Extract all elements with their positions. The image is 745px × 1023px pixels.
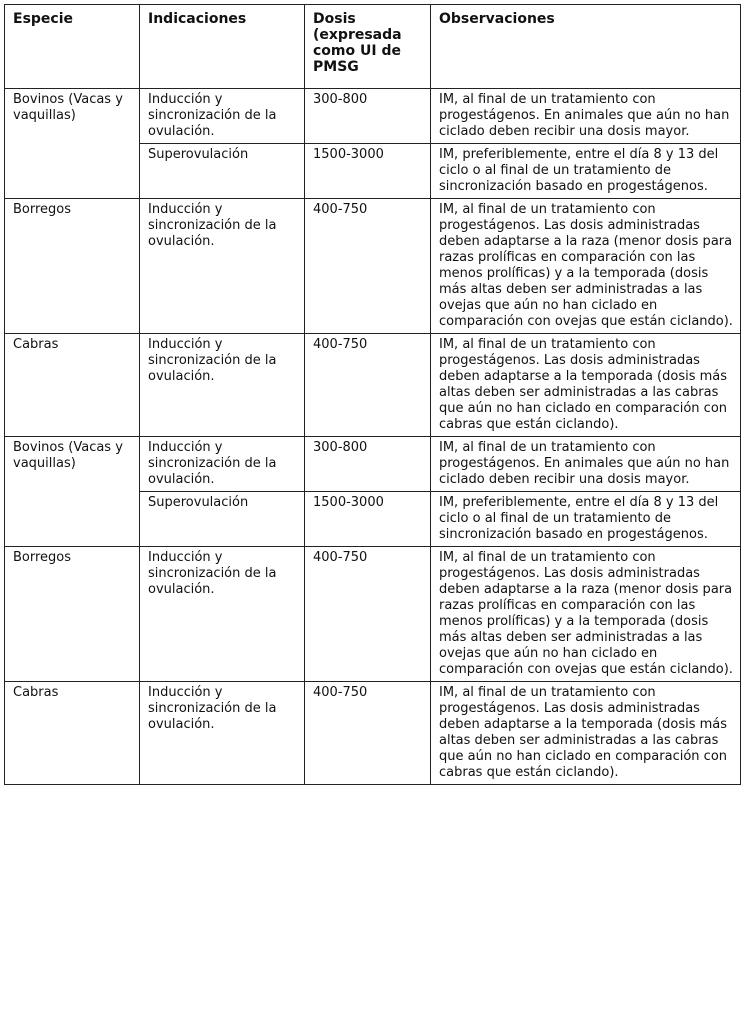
species-cell: Borregos bbox=[5, 199, 140, 334]
table-row bbox=[5, 437, 741, 492]
dose-cell: 1500-3000 bbox=[305, 492, 431, 547]
dosage-table bbox=[4, 4, 741, 785]
species-cell: Bovinos (Vacas y vaquillas) bbox=[5, 89, 140, 199]
header-species: Especie bbox=[5, 5, 140, 89]
observations-cell: IM, al final de un tratamiento con progestágenos. En animales que aún no han ciclado deben recibir una dosis mayor. bbox=[431, 89, 741, 144]
dose-cell: 300-800 bbox=[305, 437, 431, 492]
dose-cell: 400-750 bbox=[305, 682, 431, 785]
table-row bbox=[5, 199, 741, 334]
table-header-row bbox=[5, 5, 741, 89]
dose-cell: 300-800 bbox=[305, 89, 431, 144]
table-row bbox=[5, 89, 741, 144]
header-indications: Indicaciones bbox=[140, 5, 305, 89]
indication-cell: Superovulación bbox=[140, 144, 305, 199]
dose-cell: 400-750 bbox=[305, 334, 431, 437]
observations-cell: IM, al final de un tratamiento con progestágenos. En animales que aún no han ciclado deben recibir una dosis mayor. bbox=[431, 437, 741, 492]
species-cell: Borregos bbox=[5, 547, 140, 682]
indication-cell: Inducción y sincronización de la ovulación. bbox=[140, 89, 305, 144]
dose-cell: 400-750 bbox=[305, 199, 431, 334]
observations-cell: IM, al final de un tratamiento con progestágenos. Las dosis administradas deben adaptarse a la temporada (dosis más altas deben ser administradas a las cabras que aún no han ciclado en comparación con cabras que están ciclando). bbox=[431, 682, 741, 785]
observations-cell: IM, al final de un tratamiento con progestágenos. Las dosis administradas deben adaptarse a la raza (menor dosis para razas prolíficas en comparación con las menos prolíficas) y a la temporada (dosis más altas deben ser administradas a las ovejas que aún no han ciclado en comparación con ovejas que están ciclando). bbox=[431, 199, 741, 334]
indication-cell: Inducción y sincronización de la ovulación. bbox=[140, 334, 305, 437]
indication-cell: Inducción y sincronización de la ovulación. bbox=[140, 682, 305, 785]
observations-cell: IM, preferiblemente, entre el día 8 y 13 del ciclo o al final de un tratamiento de sincronización basado en progestágenos. bbox=[431, 144, 741, 199]
indication-cell: Inducción y sincronización de la ovulación. bbox=[140, 437, 305, 492]
table-row bbox=[5, 334, 741, 437]
dose-cell: 1500-3000 bbox=[305, 144, 431, 199]
table-row bbox=[5, 547, 741, 682]
dose-cell: 400-750 bbox=[305, 547, 431, 682]
observations-cell: IM, al final de un tratamiento con progestágenos. Las dosis administradas deben adaptarse a la temporada (dosis más altas deben ser administradas a las cabras que aún no han ciclado en comparación con cabras que están ciclando). bbox=[431, 334, 741, 437]
indication-cell: Superovulación bbox=[140, 492, 305, 547]
table-row bbox=[5, 682, 741, 785]
species-cell: Bovinos (Vacas y vaquillas) bbox=[5, 437, 140, 547]
indication-cell: Inducción y sincronización de la ovulación. bbox=[140, 547, 305, 682]
header-observations: Observaciones bbox=[431, 5, 741, 89]
species-cell: Cabras bbox=[5, 682, 140, 785]
observations-cell: IM, al final de un tratamiento con progestágenos. Las dosis administradas deben adaptarse a la raza (menor dosis para razas prolíficas en comparación con las menos prolíficas) y a la temporada (dosis más altas deben ser administradas a las ovejas que aún no han ciclado en comparación con ovejas que están ciclando). bbox=[431, 547, 741, 682]
species-cell: Cabras bbox=[5, 334, 140, 437]
observations-cell: IM, preferiblemente, entre el día 8 y 13 del ciclo o al final de un tratamiento de sincronización basado en progestágenos. bbox=[431, 492, 741, 547]
header-dose: Dosis (expresada como UI de PMSG bbox=[305, 5, 431, 89]
indication-cell: Inducción y sincronización de la ovulación. bbox=[140, 199, 305, 334]
